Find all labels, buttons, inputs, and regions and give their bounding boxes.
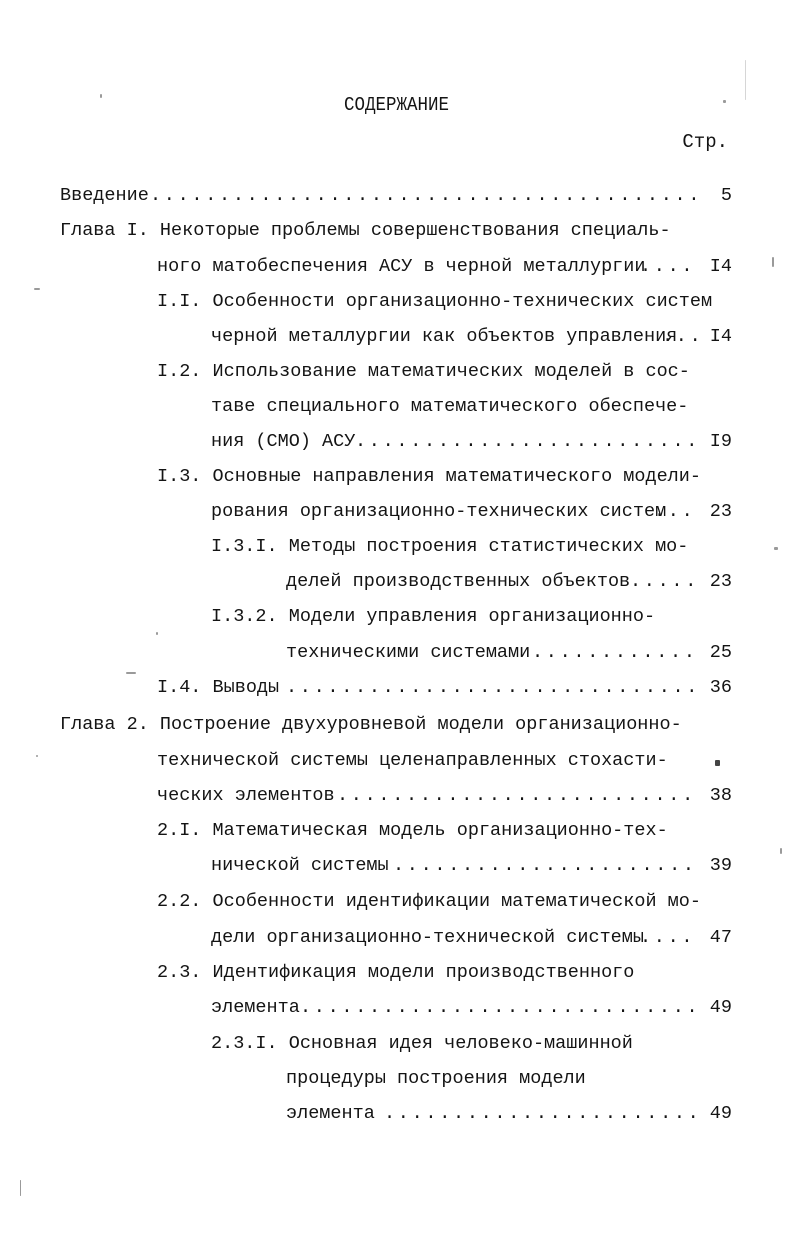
scan-speck (745, 60, 746, 100)
scan-speck (774, 547, 778, 550)
scan-speck (126, 672, 136, 674)
toc-page-number: 23 (709, 501, 732, 522)
toc-entry-text: технической системы целенаправленных стохасти- (157, 750, 668, 771)
dot-leader (532, 642, 698, 664)
dot-leader (662, 326, 698, 348)
toc-page-number: I4 (709, 256, 732, 277)
dot-leader (640, 927, 698, 949)
toc-page-number: 23 (709, 571, 732, 592)
scan-speck (100, 94, 102, 98)
scan-speck (156, 632, 158, 635)
toc-page-number: 39 (709, 855, 732, 876)
dot-leader (640, 256, 698, 278)
toc-entry-text: элемента (211, 997, 300, 1018)
dot-leader (337, 785, 698, 807)
dot-leader (150, 185, 698, 207)
toc-entry-text: ческих элементов (157, 785, 335, 806)
dot-leader (630, 571, 698, 593)
toc-entry-text: ния (СМО) АСУ (211, 431, 356, 452)
toc-entry-text: ного матобеспечения АСУ в черной металлургии (157, 256, 646, 277)
scan-speck (723, 100, 726, 103)
page-column-header: Стр. (682, 131, 728, 153)
toc-page-number: I9 (709, 431, 732, 452)
toc-entry-text: I.3.I. Методы построения статистических мо- (211, 536, 689, 557)
toc-entry-text: I.4. Выводы (157, 677, 280, 698)
scan-speck (20, 1180, 21, 1196)
toc-entry-text: 2.2. Особенности идентификации математической мо- (157, 891, 701, 912)
toc-page-number: 36 (709, 677, 732, 698)
toc-entry-text: Введение (60, 185, 149, 206)
toc-entry-text: техническими системами (286, 642, 531, 663)
scan-speck (772, 257, 774, 267)
toc-entry-text: 2.3.I. Основная идея человеко-машинной (211, 1033, 633, 1054)
toc-entry-text: черной металлургии как объектов управления (211, 326, 678, 347)
toc-page-number: 47 (709, 927, 732, 948)
scan-speck (36, 755, 38, 757)
toc-entry-text: рования организационно-технических систем (211, 501, 667, 522)
toc-entry-text: Глава 2. Построение двухуровневой модели организационно- (60, 714, 682, 735)
toc-entry-text: I.3.2. Модели управления организационно- (211, 606, 656, 627)
toc-page-number: 5 (720, 185, 732, 206)
scan-speck (34, 288, 40, 290)
scan-speck (715, 760, 720, 766)
toc-page-number: I4 (709, 326, 732, 347)
toc-entry-text: I.I. Особенности организационно-технических систем (157, 291, 713, 312)
toc-entry-text: нической системы (211, 855, 389, 876)
toc-entry-text: делей производственных объектов (286, 571, 631, 592)
toc-entry-text: Глава I. Некоторые проблемы совершенствования специаль- (60, 220, 671, 241)
dot-leader (286, 677, 698, 699)
toc-page-number: 25 (709, 642, 732, 663)
toc-entry-text: I.3. Основные направления математического модели- (157, 466, 701, 487)
dot-leader (355, 431, 698, 453)
dot-leader (654, 501, 698, 523)
toc-entry-text: элемента (286, 1103, 375, 1124)
toc-entry-text: таве специального математического обеспече- (211, 396, 689, 417)
dot-leader (384, 1103, 698, 1125)
toc-entry-text: 2.I. Математическая модель организационно-тех- (157, 820, 668, 841)
page-title: СОДЕРЖАНИЕ (344, 94, 449, 116)
toc-page-number: 38 (709, 785, 732, 806)
dot-leader (300, 997, 698, 1019)
dot-leader (393, 855, 698, 877)
toc-page-number: 49 (709, 1103, 732, 1124)
toc-entry-text: процедуры построения модели (286, 1068, 586, 1089)
toc-entry-text: I.2. Использование математических моделей в сос- (157, 361, 690, 382)
scan-speck (780, 848, 782, 854)
toc-page-number: 49 (709, 997, 732, 1018)
toc-entry-text: 2.3. Идентификация модели производственного (157, 962, 635, 983)
toc-entry-text: дели организационно-технической системы (211, 927, 644, 948)
